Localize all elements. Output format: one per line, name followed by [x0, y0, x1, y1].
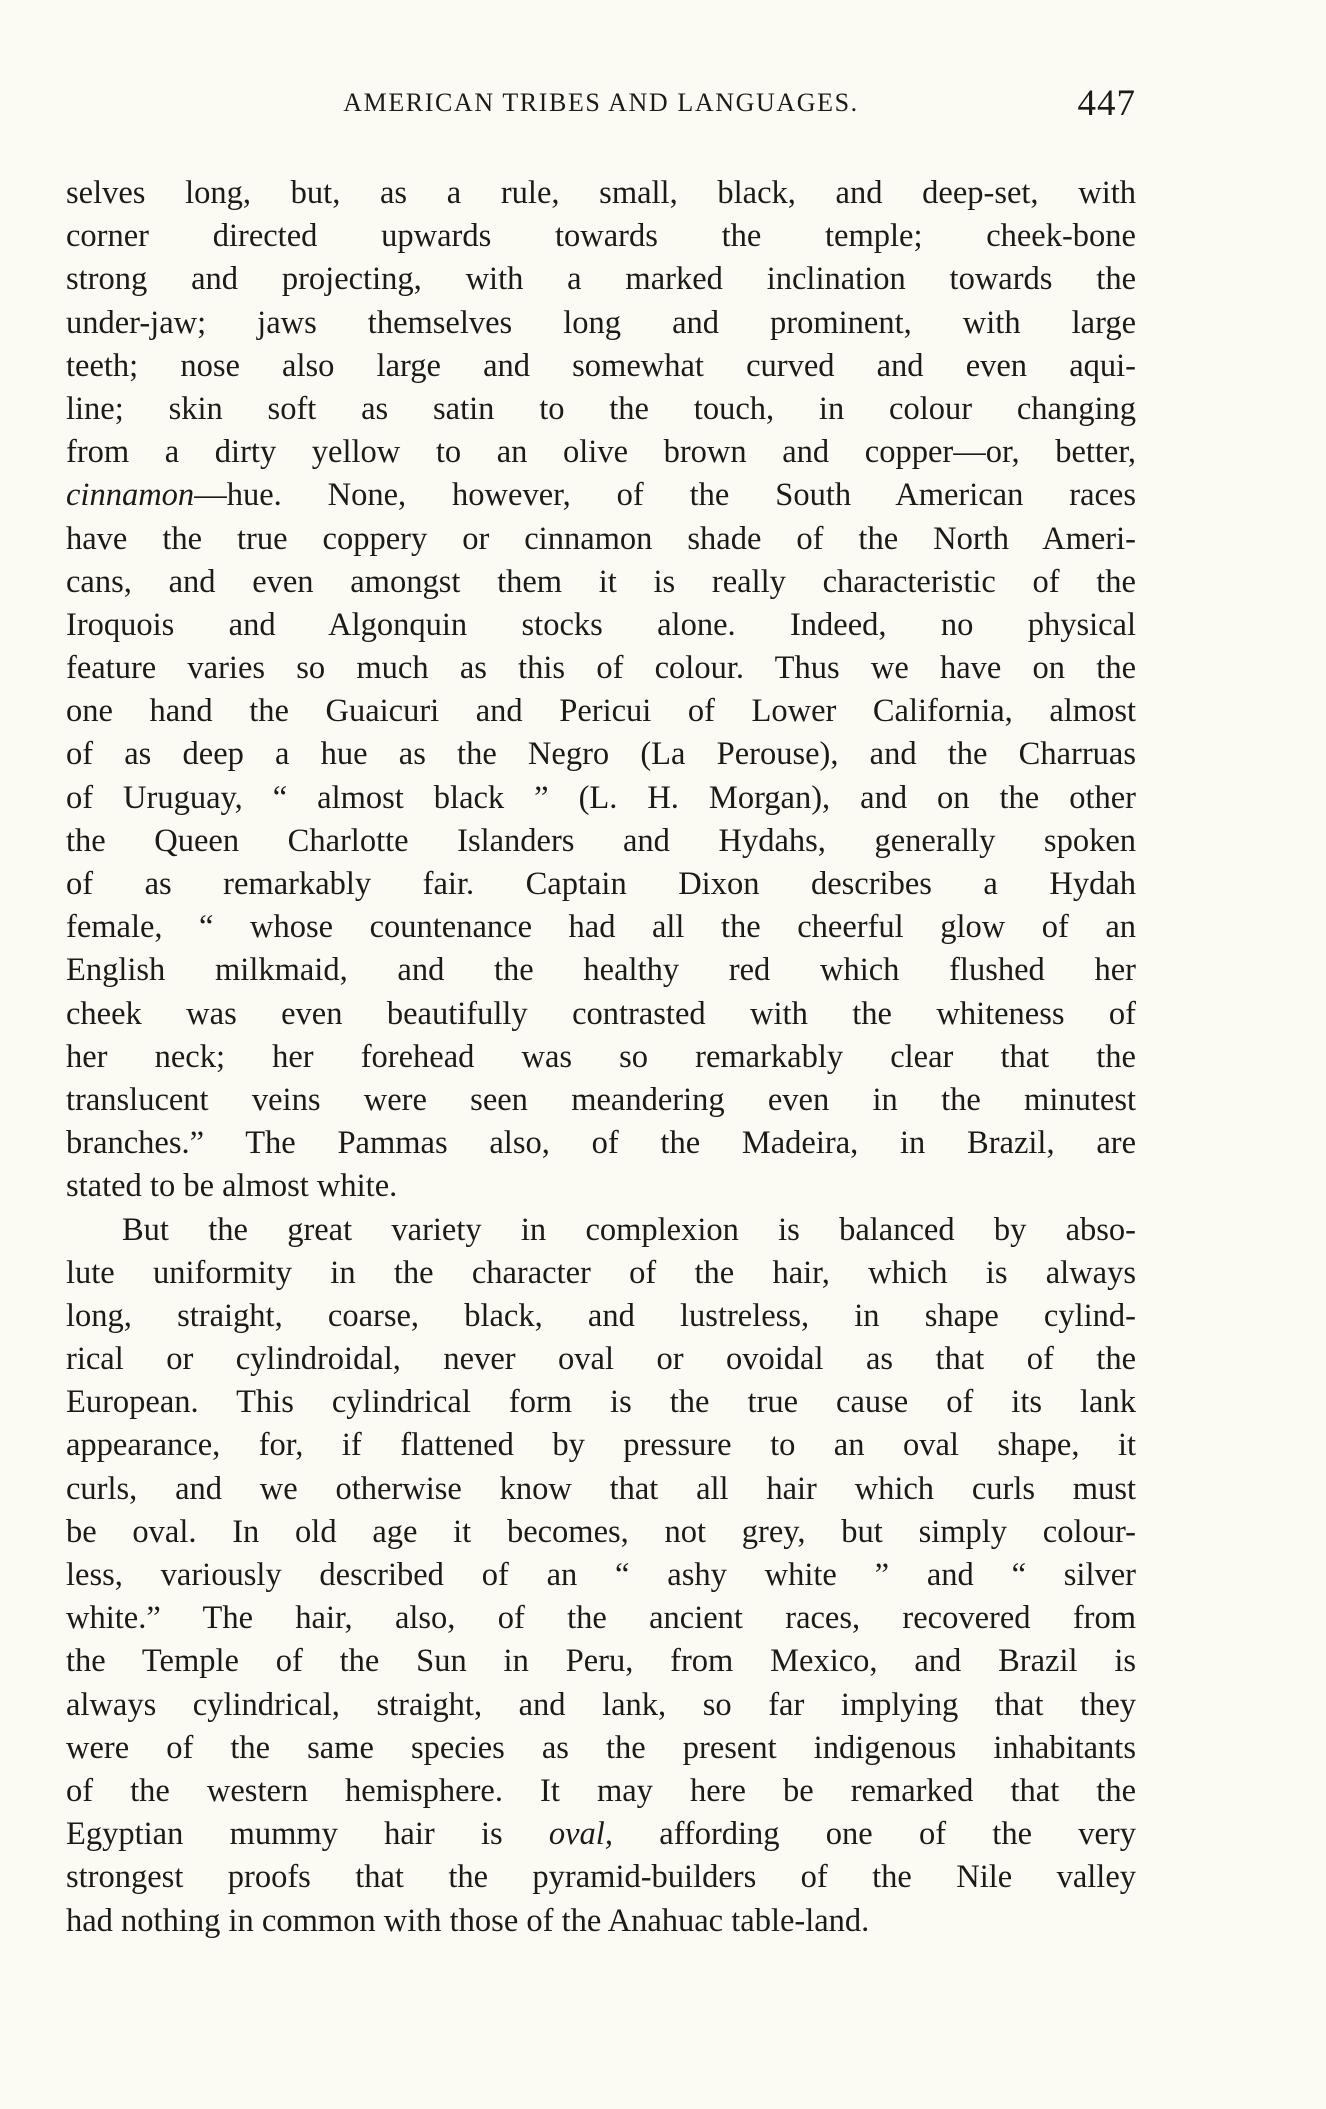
text-line: [66, 1252, 1136, 1295]
text-line: [66, 1036, 1136, 1079]
text-line: [66, 345, 1136, 388]
text-line-content: cheek was even beautifully contrasted with the whiteness of: [66, 995, 1136, 1032]
text-line: [66, 1554, 1136, 1597]
text-line: [66, 474, 1136, 517]
running-title: AMERICAN TRIBES AND LANGUAGES.: [343, 88, 859, 117]
text-line: [66, 1424, 1136, 1467]
text-line: [66, 863, 1136, 906]
text-line: [66, 1468, 1136, 1511]
text-line-content: corner directed upwards towards the temple; cheek-bone: [66, 218, 1136, 255]
text-line: [66, 647, 1136, 690]
text-line-content: curls, and we otherwise know that all hair which curls must: [66, 1470, 1136, 1507]
text-line-content: of the western hemisphere. It may here be remarked that the: [66, 1772, 1136, 1809]
text-line-content: always cylindrical, straight, and lank, so far implying that they: [66, 1686, 1136, 1723]
text-line-content: strong and projecting, with a marked inclination towards the: [66, 261, 1136, 298]
text-line-content: the Temple of the Sun in Peru, from Mexico, and Brazil is: [66, 1643, 1136, 1680]
text-line-content: of as deep a hue as the Negro (La Perouse), and the Charruas: [66, 736, 1136, 773]
text-line: [66, 906, 1136, 949]
text-line-content: branches.” The Pammas also, of the Madeira, in Brazil, are: [66, 1125, 1136, 1162]
text-line-content: have the true coppery or cinnamon shade of the North Ameri-: [66, 520, 1136, 557]
text-line: [66, 215, 1136, 258]
text-line: [66, 1295, 1136, 1338]
running-head: [66, 82, 1136, 132]
text-line: [66, 561, 1136, 604]
text-line-content: strongest proofs that the pyramid-builders of the Nile valley: [66, 1859, 1136, 1896]
text-line-content: —hue. None, however, of the South American races: [194, 477, 1136, 514]
italic-word: cinnamon: [66, 477, 195, 514]
text-line: [66, 1079, 1136, 1122]
text-line-content: female, “ whose countenance had all the cheerful glow of an: [66, 909, 1136, 946]
text-line-content: from a dirty yellow to an olive brown and copper—or, better,: [66, 434, 1136, 471]
text-line: [66, 518, 1136, 561]
text-line-content: stated to be almost white.: [66, 1168, 398, 1205]
text-line-content: her neck; her forehead was so remarkably clear that the: [66, 1038, 1136, 1075]
text-line-content: had nothing in common with those of the Anahuac table-land.: [66, 1902, 870, 1939]
text-line: [66, 1900, 1136, 1943]
text-line-content: European. This cylindrical form is the true cause of its lank: [66, 1384, 1136, 1421]
text-line-content: lute uniformity in the character of the hair, which is always: [66, 1254, 1136, 1291]
text-line-content: under-jaw; jaws themselves long and prominent, with large: [66, 304, 1136, 341]
text-line-content: Iroquois and Algonquin stocks alone. Indeed, no physical: [66, 606, 1136, 643]
text-line: [66, 733, 1136, 776]
text-line: [66, 1165, 1136, 1208]
text-line: [66, 993, 1136, 1036]
text-line: [66, 1511, 1136, 1554]
text-line-content: But the great variety in complexion is balanced by abso-: [122, 1211, 1136, 1248]
text-line: [66, 1640, 1136, 1683]
text-line: [66, 1597, 1136, 1640]
page-number: 447: [1077, 83, 1136, 124]
text-line-content: appearance, for, if flattened by pressure to an oval shape, it: [66, 1427, 1136, 1464]
text-line: [66, 1856, 1136, 1899]
text-line-content: of Uruguay, “ almost black ” (L. H. Morgan), and on the other: [66, 779, 1136, 816]
text-line-content: rical or cylindroidal, never oval or ovoidal as that of the: [66, 1341, 1136, 1378]
text-line: [66, 1381, 1136, 1424]
text-line-content: long, straight, coarse, black, and lustreless, in shape cylind-: [66, 1297, 1136, 1334]
text-line-content: the Queen Charlotte Islanders and Hydahs, generally spoken: [66, 822, 1136, 859]
text-line-content: of as remarkably fair. Captain Dixon describes a Hydah: [66, 866, 1136, 902]
text-line-content: less, variously described of an “ ashy white ” and “ silver: [66, 1557, 1136, 1593]
text-line: [66, 820, 1136, 863]
text-line-content: feature varies so much as this of colour. Thus we have on the: [66, 650, 1136, 687]
text-line: [66, 777, 1136, 820]
text-line: [66, 172, 1136, 215]
text-line: [66, 258, 1136, 301]
text-line-content: cans, and even amongst them it is really characteristic of the: [66, 563, 1136, 600]
text-line-lead: Egyptian mummy hair is: [66, 1816, 549, 1853]
text-line: [66, 604, 1136, 647]
text-line: [66, 1684, 1136, 1727]
text-line-content: were of the same species as the present indigenous inhabitants: [66, 1729, 1136, 1766]
text-line: [66, 1813, 1136, 1856]
italic-word: oval,: [548, 1816, 613, 1853]
text-line-content: white.” The hair, also, of the ancient races, recovered from: [66, 1600, 1136, 1637]
body-text: [66, 172, 1136, 1943]
text-line-content: English milkmaid, and the healthy red which flushed her: [66, 952, 1136, 989]
text-line: [66, 1338, 1136, 1381]
text-line: [66, 949, 1136, 992]
text-line-content: teeth; nose also large and somewhat curved and even aqui-: [66, 347, 1136, 384]
text-line-content: translucent veins were seen meandering even in the minutest: [66, 1081, 1136, 1118]
text-line-content: be oval. In old age it becomes, not grey, but simply colour-: [66, 1513, 1136, 1550]
text-line-content: one hand the Guaicuri and Pericui of Lower California, almost: [66, 693, 1136, 730]
text-line: [66, 388, 1136, 431]
text-line: [66, 1770, 1136, 1813]
text-line: [66, 1122, 1136, 1165]
text-line: [66, 431, 1136, 474]
text-line-content: affording one of the very: [612, 1816, 1136, 1853]
text-line-content: selves long, but, as a rule, small, black, and deep-set, with: [66, 175, 1136, 211]
text-line: [66, 1727, 1136, 1770]
text-line: [66, 690, 1136, 733]
text-line: [66, 1209, 1136, 1252]
text-line-content: line; skin soft as satin to the touch, in colour changing: [66, 390, 1136, 427]
text-line: [66, 302, 1136, 345]
